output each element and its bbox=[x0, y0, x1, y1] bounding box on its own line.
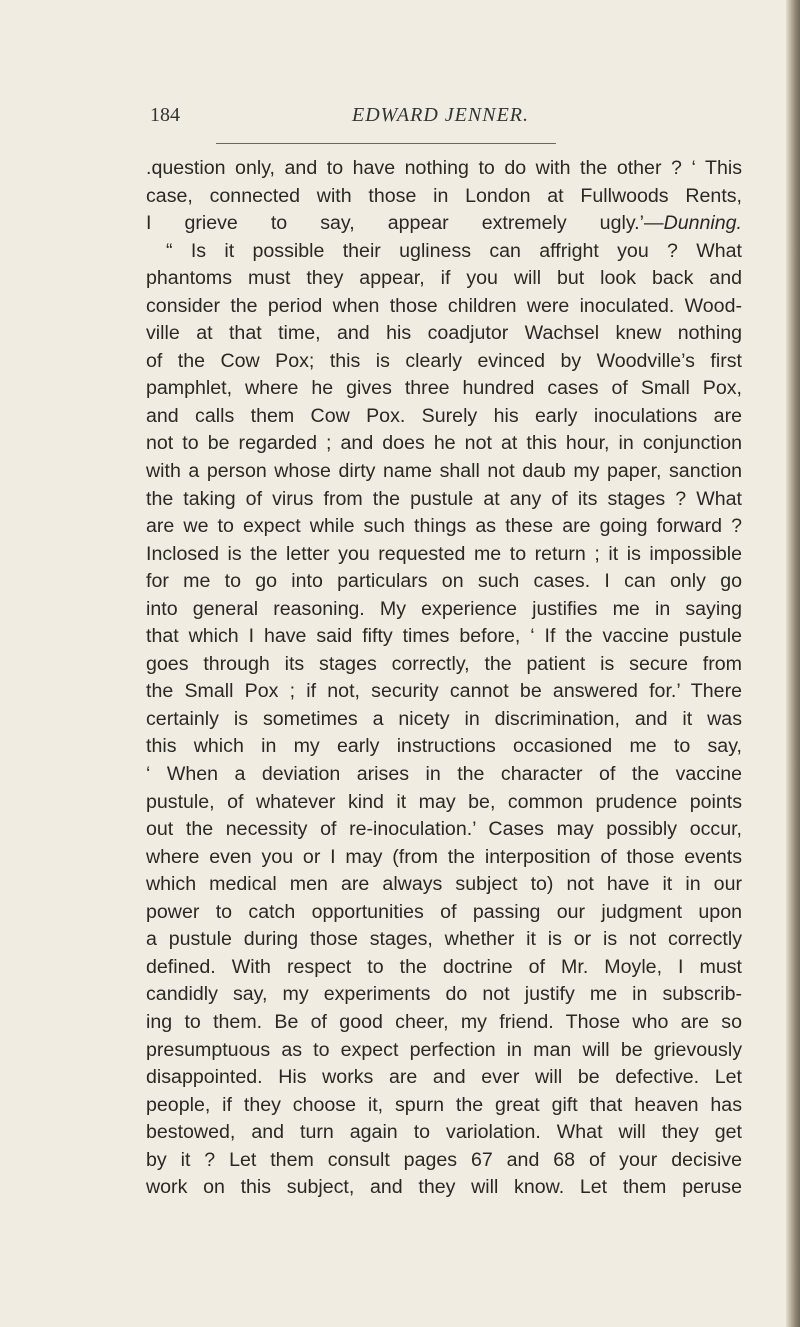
text-line: pustule, of whatever kind it may be, common prudence points bbox=[146, 790, 742, 813]
text-line: defined. With respect to the doctrine of Mr. Moyle, I must bbox=[146, 955, 742, 978]
page-number: 184 bbox=[150, 104, 180, 126]
text-line: work on this subject, and they will know. Let them peruse bbox=[146, 1176, 742, 1199]
text-line: not to be regarded ; and does he not at this hour, in conjunction bbox=[146, 432, 742, 455]
text-line: by it ? Let them consult pages 67 and 68 of your decisive bbox=[146, 1148, 742, 1171]
header-rule bbox=[216, 143, 556, 144]
text-line: power to catch opportunities of passing our judgment upon bbox=[146, 900, 742, 923]
text-line-part: I grieve to say, appear extremely ugly.’— bbox=[146, 212, 664, 235]
body-text bbox=[146, 155, 742, 1202]
text-line: which medical men are always subject to) not have it in our bbox=[146, 873, 742, 896]
text-line: .question only, and to have nothing to do with the other ? ‘ This bbox=[146, 157, 742, 179]
text-line: goes through its stages correctly, the patient is secure from bbox=[146, 652, 742, 675]
italic-citation: Dunning. bbox=[663, 212, 742, 235]
text-line: ‘ When a deviation arises in the character of the vaccine bbox=[146, 763, 742, 786]
text-line: the Small Pox ; if not, security cannot be answered for.’ There bbox=[146, 680, 742, 703]
text-line: for me to go into particulars on such cases. I can only go bbox=[146, 570, 742, 593]
text-line: consider the period when those children were inoculated. Wood- bbox=[146, 294, 742, 317]
text-line: disappointed. His works are and ever will be defective. Let bbox=[146, 1066, 742, 1089]
text-line: pamphlet, where he gives three hundred cases of Small Pox, bbox=[146, 377, 742, 400]
text-line: are we to expect while such things as these are going forward ? bbox=[146, 515, 742, 538]
text-line: certainly is sometimes a nicety in discrimination, and it was bbox=[146, 707, 742, 730]
text-line: ville at that time, and his coadjutor Wachsel knew nothing bbox=[146, 322, 742, 345]
text-line: case, connected with those in London at Fullwoods Rents, bbox=[146, 184, 742, 207]
running-head: EDWARD JENNER. bbox=[352, 104, 530, 126]
text-line: Inclosed is the letter you requested me to return ; it is impossible bbox=[146, 542, 742, 565]
text-line: where even you or I may (from the interposition of those events bbox=[146, 845, 742, 868]
text-line: people, if they choose it, spurn the great gift that heaven has bbox=[146, 1093, 742, 1116]
text-line: into general reasoning. My experience justifies me in saying bbox=[146, 597, 742, 620]
text-line: out the necessity of re-inoculation.’ Cases may possibly occur, bbox=[146, 818, 742, 841]
text-line: the taking of virus from the pustule at any of its stages ? What bbox=[146, 487, 742, 510]
text-line: and calls them Cow Pox. Surely his early inoculations are bbox=[146, 404, 742, 427]
text-line: bestowed, and turn again to variolation. What will they get bbox=[146, 1121, 742, 1144]
text-line bbox=[146, 210, 742, 238]
text-line: presumptuous as to expect perfection in man will be grievously bbox=[146, 1038, 742, 1061]
text-line: of the Cow Pox; this is clearly evinced by Woodville’s first bbox=[146, 349, 742, 372]
text-line: ing to them. Be of good cheer, my friend. Those who are so bbox=[146, 1010, 742, 1033]
page-edge-shadow bbox=[786, 0, 800, 1327]
text-line: candidly say, my experiments do not justify me in subscrib- bbox=[146, 983, 742, 1006]
text-line: a pustule during those stages, whether it is or is not correctly bbox=[146, 928, 742, 951]
text-line: phantoms must they appear, if you will but look back and bbox=[146, 267, 742, 290]
text-line: with a person whose dirty name shall not daub my paper, sanction bbox=[146, 460, 742, 483]
text-line: this which in my early instructions occasioned me to say, bbox=[146, 735, 742, 758]
text-line: “ Is it possible their ugliness can affright you ? What bbox=[166, 239, 742, 262]
text-line: that which I have said fifty times before, ‘ If the vaccine pustule bbox=[146, 625, 742, 648]
